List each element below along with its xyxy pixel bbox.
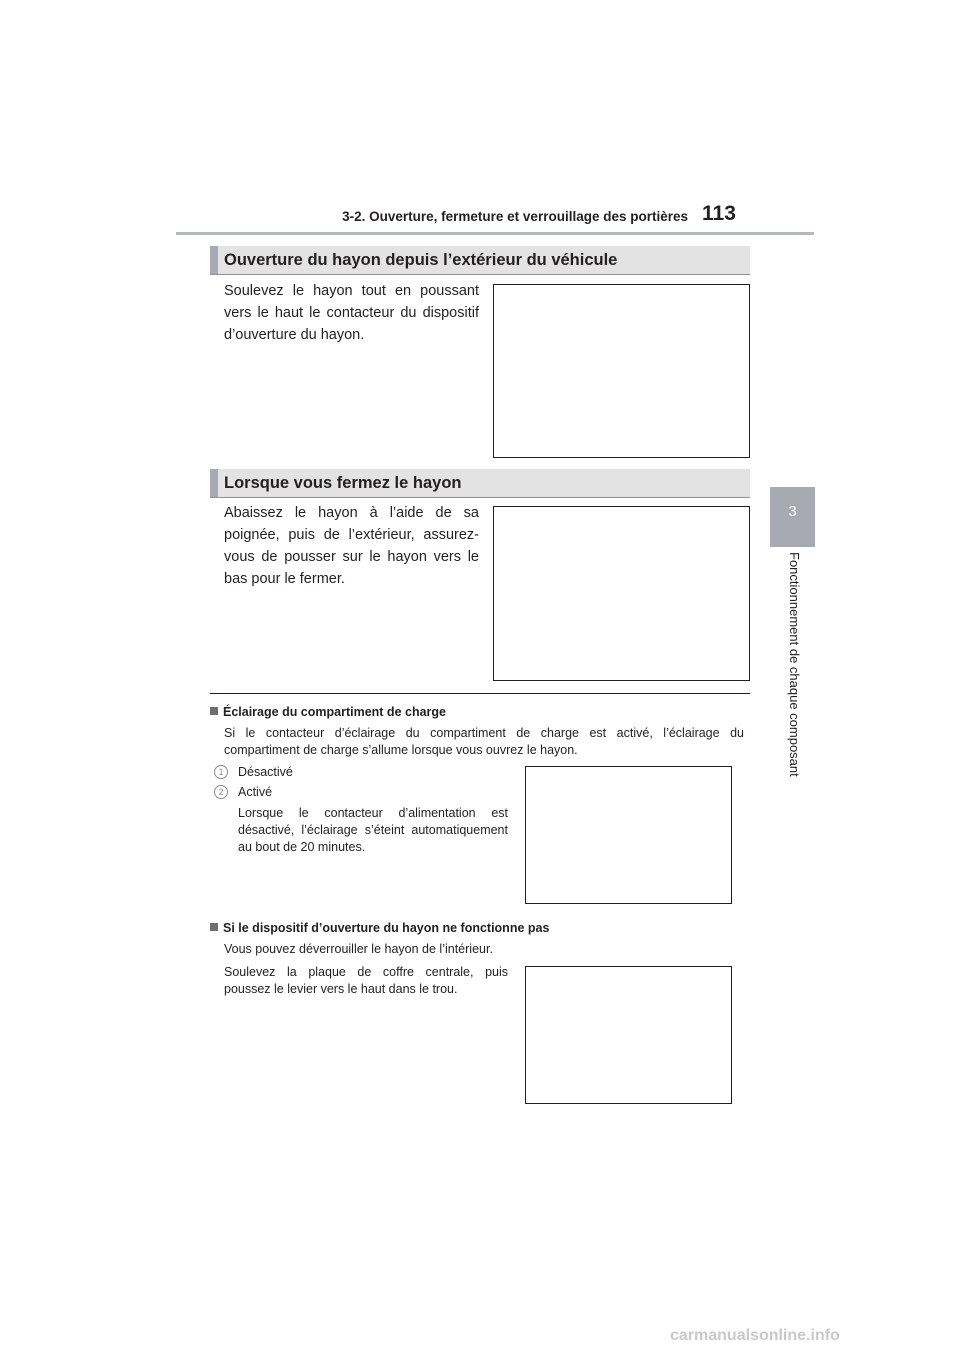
item-detail-auto-off: Lorsque le contacteur d’alimentation est désactivé, l’éclairage s’éteint automatiquement au bout de 20 minutes. <box>238 806 508 854</box>
section-heading-underline <box>210 274 750 275</box>
section-title-opening: Ouverture du hayon depuis l’extérieur du véhicule <box>224 251 618 269</box>
note-text-cargo-light: Si le contacteur d’éclairage du compartiment de charge est activé, l’éclairage du compartiment de charge s’allume lorsque vous ouvrez le hayon. <box>224 726 744 757</box>
illustration-opening <box>493 284 750 458</box>
callout-number-1: 1 <box>214 765 228 779</box>
note-step-opener-failure: Soulevez la plaque de coffre centrale, puis poussez le levier vers le haut dans le trou. <box>224 965 508 996</box>
illustration-closing <box>493 506 750 681</box>
square-bullet-icon <box>210 923 218 931</box>
section-text-opening: Soulevez le hayon tout en poussant vers le haut le contacteur du dispositif d’ouverture du hayon. <box>224 283 479 343</box>
section-title-closing: Lorsque vous fermez le hayon <box>224 474 462 492</box>
page-number: 113 <box>702 202 736 225</box>
chapter-tab-number: 3 <box>788 503 797 520</box>
illustration-trunk-lever <box>525 966 732 1104</box>
running-header-title: 3-2. Ouverture, fermeture et verrouillage des portières <box>342 209 688 224</box>
chapter-tab-label: Fonctionnement de chaque composant <box>787 552 802 777</box>
section-heading-underline <box>210 497 750 498</box>
square-bullet-icon <box>210 707 218 715</box>
note-text-opener-failure: Vous pouvez déverrouiller le hayon de l’intérieur. <box>224 942 493 956</box>
section-text-closing: Abaissez le hayon à l’aide de sa poignée, puis de l’extérieur, assurez-vous de pousser sur le hayon vers le bas pour le fermer. <box>224 505 479 587</box>
watermark: carmanualsonline.info <box>670 1327 840 1344</box>
note-heading-cargo-light: Éclairage du compartiment de charge <box>210 705 446 719</box>
notes-divider <box>210 693 750 694</box>
illustration-cargo-light-switch <box>525 766 732 904</box>
header-rule <box>176 232 814 235</box>
callout-number-2: 2 <box>214 785 228 799</box>
item-label-off: Désactivé <box>238 765 293 779</box>
note-heading-opener-failure: Si le dispositif d’ouverture du hayon ne fonctionne pas <box>210 921 549 935</box>
item-label-on: Activé <box>238 785 273 799</box>
